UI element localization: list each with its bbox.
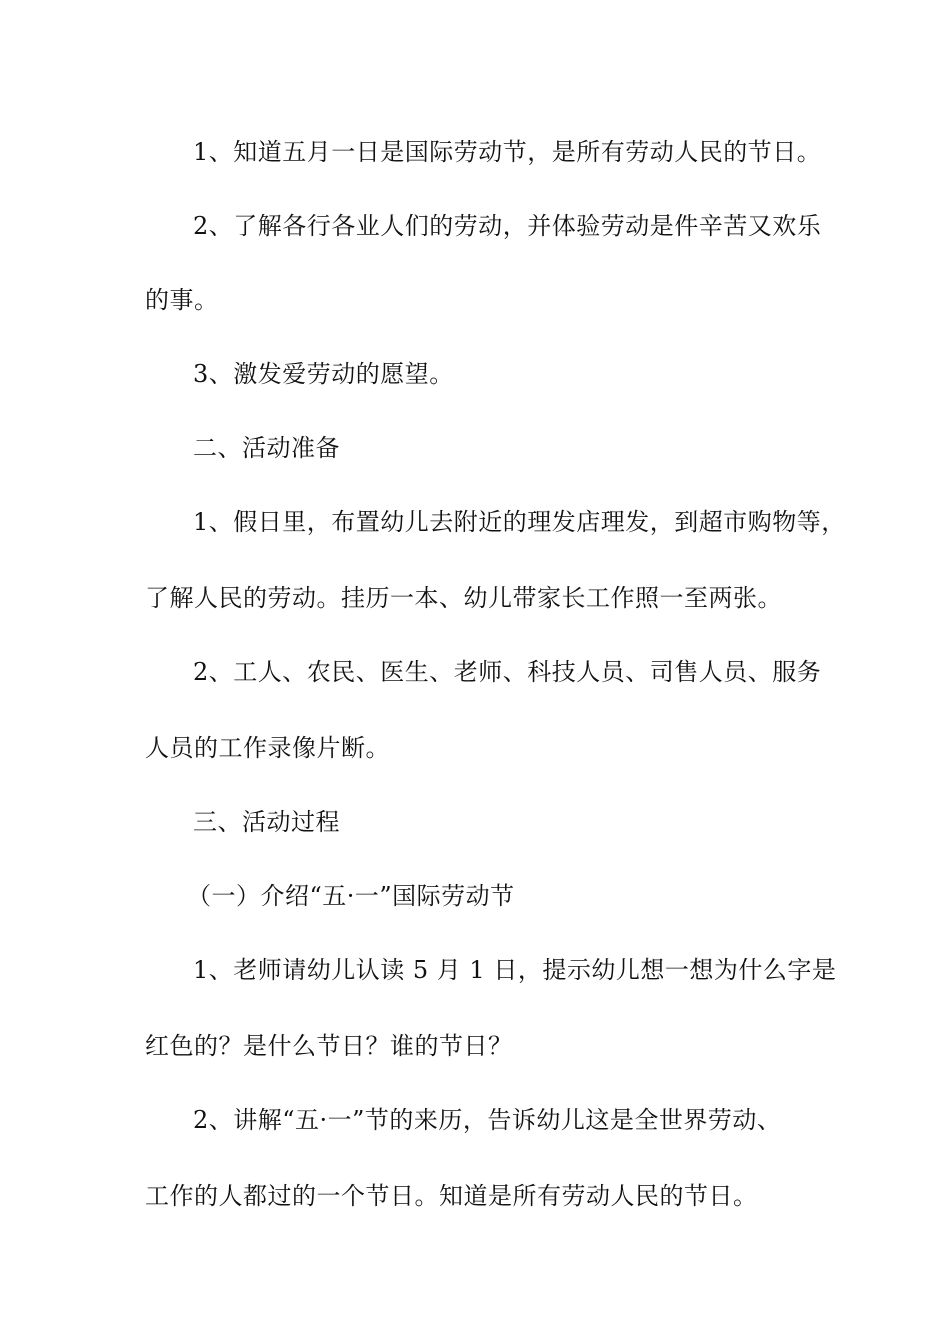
goal-item-2-line-1: 2、了解各行各业人们的劳动，并体验劳动是件辛苦又欢乐	[193, 212, 822, 240]
process-item-1-line-2: 红色的？是什么节日？谁的节日？	[145, 1032, 513, 1060]
process-item-2-line-2: 工作的人都过的一个节日。知道是所有劳动人民的节日。	[145, 1182, 758, 1210]
prep-item-2-line-1: 2、工人、农民、医生、老师、科技人员、司售人员、服务	[193, 658, 822, 686]
goal-item-2-line-2: 的事。	[145, 286, 219, 314]
goal-item-1: 1、知道五月一日是国际劳动节，是所有劳动人民的节日。	[193, 138, 822, 166]
process-item-2-line-1: 2、讲解“五·一”节的来历，告诉幼儿这是全世界劳动、	[193, 1106, 782, 1134]
goal-item-3: 3、激发爱劳动的愿望。	[193, 360, 454, 388]
prep-item-2-line-2: 人员的工作录像片断。	[145, 734, 390, 762]
process-item-1-line-1: 1、老师请幼儿认读 5 月 1 日，提示幼儿想一想为什么字是	[193, 956, 837, 984]
section-heading-process: 三、活动过程	[193, 808, 340, 836]
prep-item-1-line-1: 1、假日里，布置幼儿去附近的理发店理发，到超市购物等，	[193, 508, 846, 536]
subsection-heading-intro: （一）介绍“五·一”国际劳动节	[187, 882, 515, 910]
prep-item-1-line-2: 了解人民的劳动。挂历一本、幼儿带家长工作照一至两张。	[145, 584, 782, 612]
section-heading-preparation: 二、活动准备	[193, 434, 340, 462]
